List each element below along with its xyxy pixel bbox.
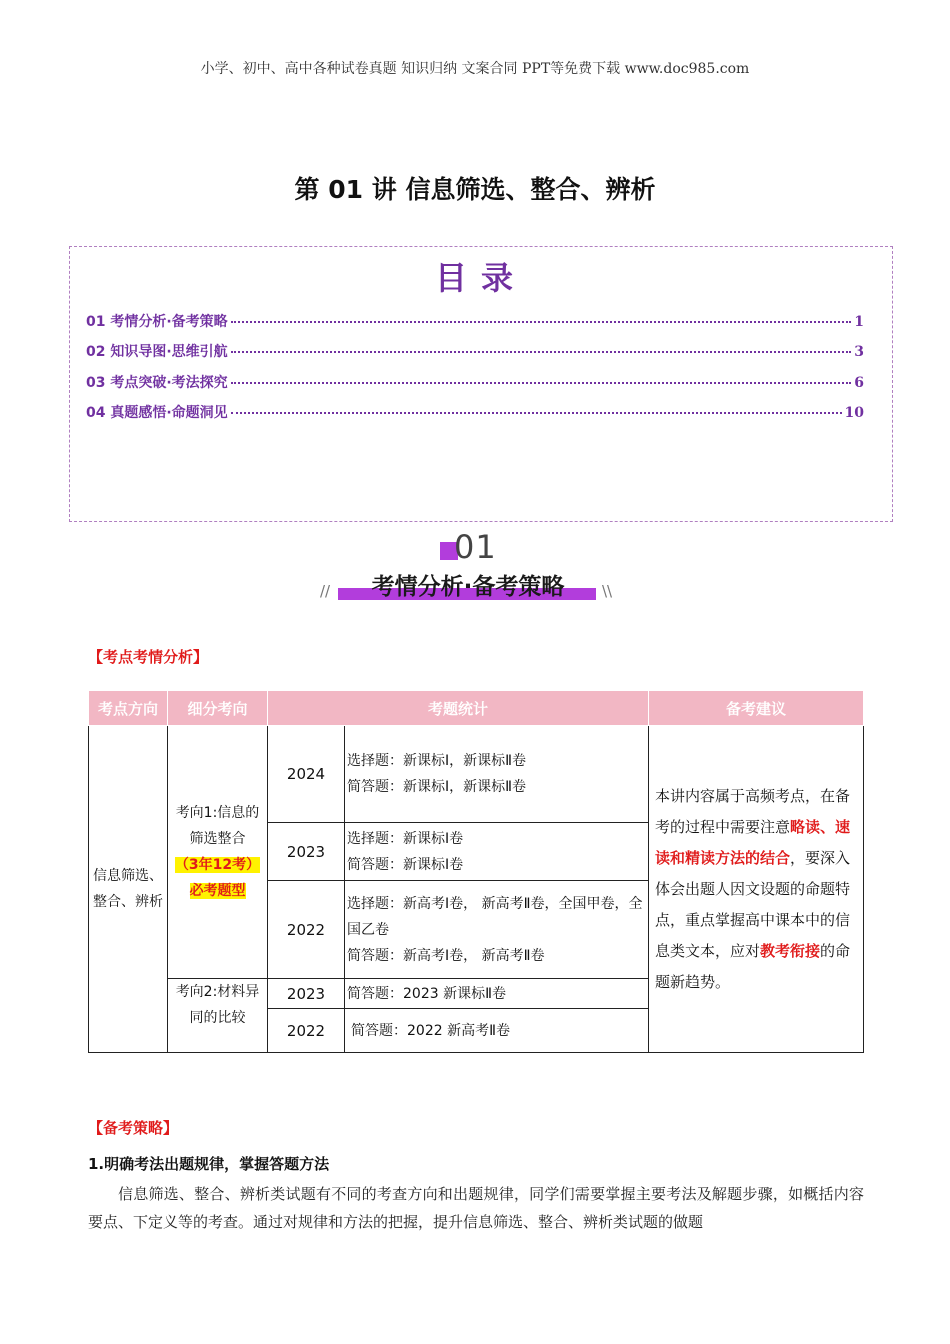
analysis-tag: 【考点考情分析】: [88, 648, 209, 666]
subdirection-2-cell: 考向2:材料异同的比较: [168, 979, 268, 1053]
year-cell: 2024: [268, 726, 345, 823]
toc-heading: 目录: [434, 259, 527, 297]
badge-must-test: 必考题型: [189, 883, 246, 899]
strategy-tag: 【备考策略】: [88, 1119, 179, 1137]
stat-line: 选择题：新课标Ⅰ，新课标Ⅱ卷: [347, 753, 527, 769]
stat-line: 简答题：新课标Ⅰ，新课标Ⅱ卷: [347, 779, 527, 795]
toc-item[interactable]: [86, 341, 864, 363]
advice-text: ，要深入体会出题人因文设题的命题特点，重点掌握高中课本中的信息类文本，应对: [655, 848, 851, 960]
year-cell: 2022: [268, 881, 345, 979]
year-cell: 2023: [268, 823, 345, 881]
advice-text: 的命题新趋势。: [655, 941, 851, 991]
direction-cell: 信息筛选、整合、辨析: [89, 726, 168, 1053]
section-number: 01: [454, 528, 497, 566]
toc-item-label: 02 知识导图·思维引航: [86, 344, 228, 360]
stat-cell: [345, 726, 649, 823]
subdirection-1-cell: [168, 726, 268, 979]
subdirection-label: 考向1:信息的筛选整合: [175, 805, 260, 847]
toc-leader-dots: [231, 321, 852, 323]
stat-line: 简答题：2023 新课标Ⅱ卷: [347, 985, 506, 1002]
toc-item[interactable]: [86, 402, 864, 424]
advice-text: 本讲内容属于高频考点，在备考的过程中需要注意: [655, 786, 851, 836]
stat-cell: [345, 1009, 649, 1053]
advice-cell: [649, 726, 864, 1053]
strategy-heading: 1.明确考法出题规律，掌握答题方法: [88, 1155, 330, 1173]
toc-item-page: 6: [854, 375, 864, 391]
stat-line: 简答题：2022 新高考Ⅱ卷: [351, 1022, 510, 1039]
toc-item-label: 01 考情分析·备考策略: [86, 314, 228, 330]
advice-highlight: 略读、速读和精读方法的结合: [655, 817, 851, 867]
toc-item[interactable]: [86, 311, 864, 333]
toc-item-label: 04 真题感悟·命题洞见: [86, 405, 228, 421]
table-of-contents: [69, 246, 893, 522]
toc-leader-dots: [231, 412, 842, 414]
section-title: 考情分析·备考策略: [371, 574, 565, 600]
site-header: 小学、初中、高中各种试卷真题 知识归纳 文案合同 PPT等免费下载 www.doc985.com: [200, 61, 750, 77]
year-cell: 2023: [268, 979, 345, 1009]
advice-highlight: 教考衔接: [760, 941, 821, 960]
table-row: [89, 726, 864, 823]
header-advice: 备考建议: [649, 691, 864, 726]
stat-cell: [345, 979, 649, 1009]
toc-leader-dots: [231, 351, 852, 353]
strategy-paragraph: 信息筛选、整合、辨析类试题有不同的考查方向和出题规律，同学们需要掌握主要考法及解题步骤，如概括内容要点、下定义等的考查。通过对规律和方法的把握，提升信息筛选、整合、辨析类试题的做题: [88, 1185, 864, 1231]
toc-item-page: 3: [854, 344, 864, 360]
header-subdirection: 细分考向: [168, 691, 268, 726]
table-header-row: [89, 691, 864, 726]
header-direction: 考点方向: [89, 691, 168, 726]
stat-line: 选择题：新高考Ⅰ卷， 新高考Ⅱ卷，全国甲卷，全国乙卷: [347, 895, 643, 938]
slash-decoration-icon: \\: [602, 582, 613, 600]
year-cell: 2022: [268, 1009, 345, 1053]
toc-item-label: 03 考点突破·考法探究: [86, 375, 228, 391]
stat-cell: [345, 881, 649, 979]
slash-decoration-icon: //: [320, 582, 331, 600]
toc-item[interactable]: [86, 372, 864, 394]
analysis-table: [88, 690, 864, 1053]
stat-line: 简答题：新课标Ⅰ卷: [347, 856, 464, 873]
section-banner: [320, 528, 620, 608]
stat-line: 选择题：新课标Ⅰ卷: [347, 830, 464, 847]
toc-item-page: 1: [854, 314, 864, 330]
toc-item-page: 10: [844, 405, 864, 421]
stat-line: 简答题：新高考Ⅰ卷， 新高考Ⅱ卷: [347, 947, 545, 964]
page-title: 第 01 讲 信息筛选、整合、辨析: [294, 175, 656, 204]
stat-cell: [345, 823, 649, 881]
header-statistics: 考题统计: [268, 691, 649, 726]
badge-frequency: （3年12考）: [174, 857, 261, 873]
toc-leader-dots: [231, 382, 852, 384]
